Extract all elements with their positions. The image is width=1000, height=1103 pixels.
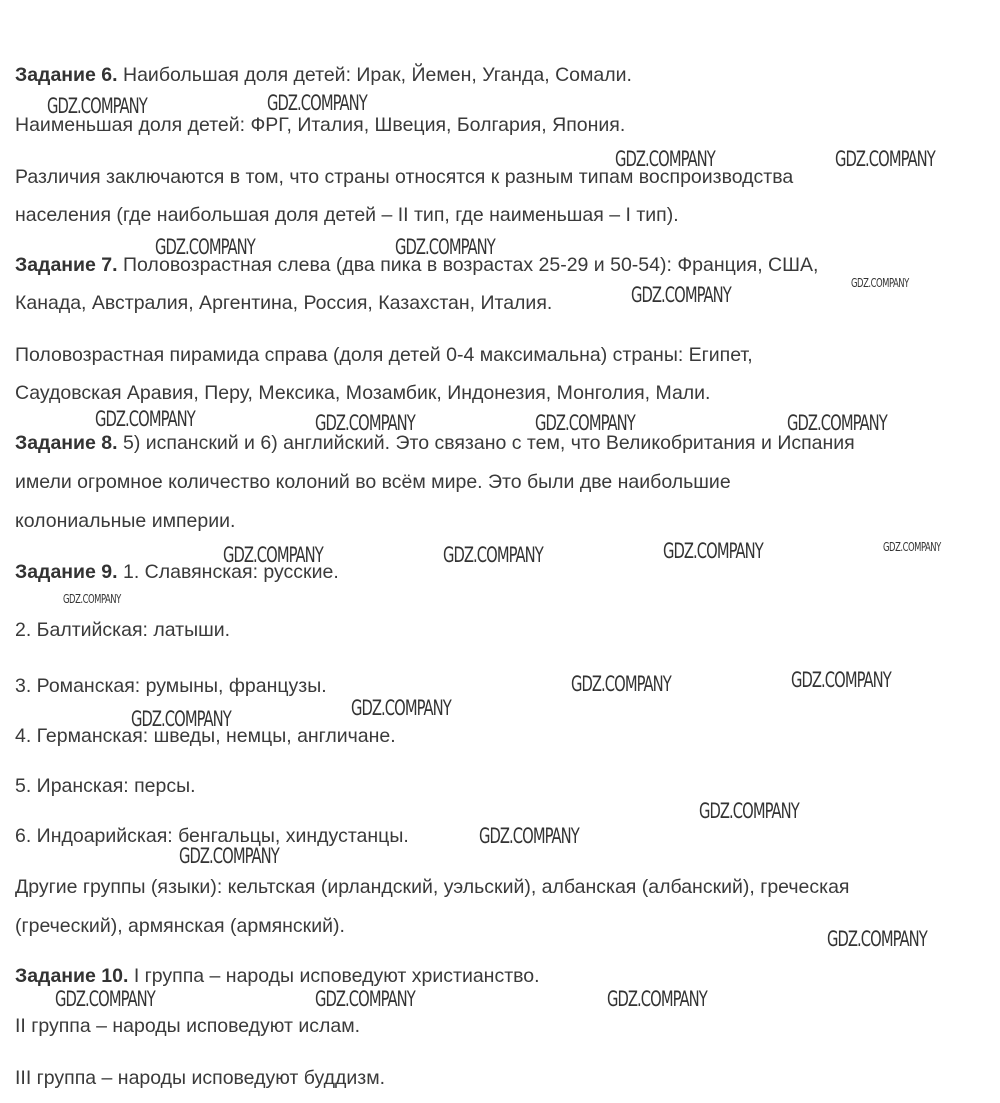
text-line: Задание 10. I группа – народы исповедуют христианство. bbox=[15, 965, 540, 987]
watermark: GDZ.COMPANY bbox=[827, 927, 927, 951]
watermark: GDZ.COMPANY bbox=[883, 540, 941, 554]
watermark: GDZ.COMPANY bbox=[55, 987, 155, 1011]
task-heading: Задание 7. bbox=[15, 254, 118, 276]
watermark: GDZ.COMPANY bbox=[179, 844, 279, 868]
watermark: GDZ.COMPANY bbox=[315, 411, 415, 435]
text-line: Канада, Австралия, Аргентина, Россия, Казахстан, Италия. bbox=[15, 292, 553, 314]
watermark: GDZ.COMPANY bbox=[315, 987, 415, 1011]
text-line: Саудовская Аравия, Перу, Мексика, Мозамбик, Индонезия, Монголия, Мали. bbox=[15, 382, 711, 404]
text-line: 2. Балтийская: латыши. bbox=[15, 619, 231, 641]
watermark: GDZ.COMPANY bbox=[47, 94, 147, 118]
task-heading: Задание 10. bbox=[15, 965, 129, 987]
text-line: (греческий), армянская (армянский). bbox=[15, 915, 345, 937]
text-line: 6. Индоарийская: бенгальцы, хиндустанцы. bbox=[15, 825, 409, 847]
watermark: GDZ.COMPANY bbox=[63, 592, 121, 606]
watermark: GDZ.COMPANY bbox=[155, 235, 255, 259]
text-line: имели огромное количество колоний во всём мире. Это были две наибольшие bbox=[15, 471, 731, 493]
watermark: GDZ.COMPANY bbox=[787, 411, 887, 435]
watermark: GDZ.COMPANY bbox=[131, 707, 231, 731]
watermark: GDZ.COMPANY bbox=[351, 696, 451, 720]
text-line: II группа – народы исповедуют ислам. bbox=[15, 1015, 361, 1037]
text-line: Различия заключаются в том, что страны относятся к разным типам воспроизводства bbox=[15, 166, 794, 188]
text-line: 4. Германская: шведы, немцы, англичане. bbox=[15, 725, 396, 747]
watermark: GDZ.COMPANY bbox=[479, 824, 579, 848]
task-heading: Задание 8. bbox=[15, 432, 118, 454]
text-line: Половозрастная пирамида справа (доля детей 0-4 максимальна) страны: Египет, bbox=[15, 344, 753, 366]
watermark: GDZ.COMPANY bbox=[535, 411, 635, 435]
watermark: GDZ.COMPANY bbox=[835, 147, 935, 171]
watermark: GDZ.COMPANY bbox=[615, 147, 715, 171]
text-line: Другие группы (языки): кельтская (ирландский, уэльский), албанская (албанский), греческая bbox=[15, 876, 850, 898]
watermark: GDZ.COMPANY bbox=[95, 407, 195, 431]
text-line: III группа – народы исповедуют буддизм. bbox=[15, 1067, 386, 1089]
watermark: GDZ.COMPANY bbox=[395, 235, 495, 259]
watermark: GDZ.COMPANY bbox=[571, 672, 671, 696]
text-line: Задание 6. Наибольшая доля детей: Ирак, Йемен, Уганда, Сомали. bbox=[15, 64, 632, 86]
watermark: GDZ.COMPANY bbox=[631, 283, 731, 307]
watermark: GDZ.COMPANY bbox=[791, 668, 891, 692]
text-line: колониальные империи. bbox=[15, 510, 236, 532]
watermark: GDZ.COMPANY bbox=[699, 799, 799, 823]
watermark: GDZ.COMPANY bbox=[443, 543, 543, 567]
text-line: Задание 9. 1. Славянская: русские. bbox=[15, 561, 339, 583]
watermark: GDZ.COMPANY bbox=[851, 276, 909, 290]
text-line: Наименьшая доля детей: ФРГ, Италия, Швеция, Болгария, Япония. bbox=[15, 114, 626, 136]
text-line: Задание 8. 5) испанский и 6) английский. Это связано с тем, что Великобритания и Испания bbox=[15, 432, 855, 454]
text-line: населения (где наибольшая доля детей – II тип, где наименьшая – I тип). bbox=[15, 204, 679, 226]
watermark: GDZ.COMPANY bbox=[223, 543, 323, 567]
text-line: 3. Романская: румыны, французы. bbox=[15, 675, 327, 697]
watermark: GDZ.COMPANY bbox=[267, 91, 367, 115]
task-heading: Задание 9. bbox=[15, 561, 118, 583]
task-heading: Задание 6. bbox=[15, 64, 118, 86]
text-line: Задание 7. Половозрастная слева (два пика в возрастах 25-29 и 50-54): Франция, США, bbox=[15, 254, 819, 276]
watermark: GDZ.COMPANY bbox=[663, 539, 763, 563]
text-line: 5. Иранская: персы. bbox=[15, 775, 196, 797]
watermark: GDZ.COMPANY bbox=[607, 987, 707, 1011]
